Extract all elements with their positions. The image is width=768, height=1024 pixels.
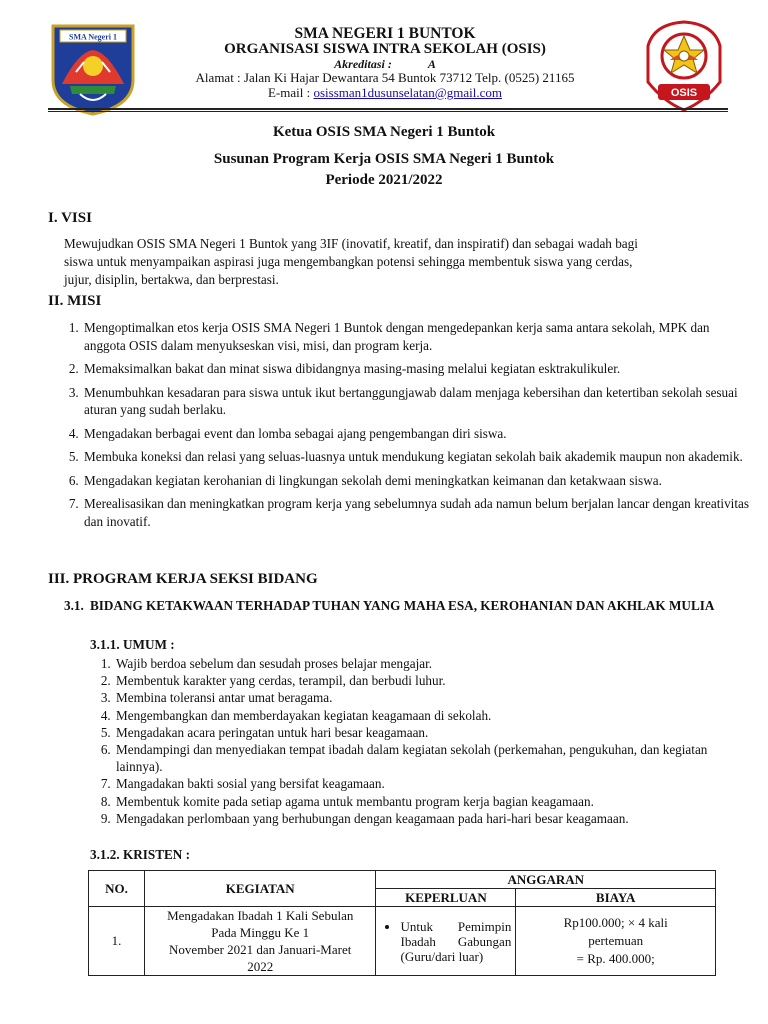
osis-emblem-logo	[644, 20, 724, 112]
umum-heading: 3.1.1. UMUM :	[90, 637, 175, 652]
visi-line: siswa untuk menyampaikan aspirasi juga mengembangkan potensi sehingga membentuk siswa yang cerdas,	[64, 254, 633, 269]
kegiatan-line: November 2021 dan Januari-Maret	[169, 942, 352, 957]
kegiatan-line: Pada Minggu Ke 1	[211, 925, 310, 940]
bidang-number: 3.1.	[64, 598, 84, 613]
school-crest-logo	[48, 22, 138, 116]
misi-item: 1. Mengoptimalkan etos kerja OSIS SMA Negeri 1 Buntok dengan mengedepankan kerja sama antara sekolah, MPK dan anggota OSIS dalam menyukseskan visi, misi, dan program kerja.	[82, 319, 752, 354]
cell-kegiatan	[144, 907, 376, 976]
doc-title-ketua: Ketua OSIS SMA Negeri 1 Buntok	[272, 124, 496, 140]
address-line: Alamat : Jalan Ki Hajar Dewantara 54 Buntok 73712 Telp. (0525) 21165	[195, 70, 575, 85]
misi-item: 4. Mengadakan berbagai event dan lomba sebagai ajang pengembangan diri siswa.	[82, 425, 752, 443]
header-keperluan: KEPERLUAN	[376, 889, 516, 907]
biaya-line: pertemuan	[588, 933, 644, 948]
cell-keperluan	[376, 907, 516, 976]
umum-item: 4. Mengembangkan dan memberdayakan kegiatan keagamaan di sekolah.	[114, 707, 754, 724]
umum-item: 3. Membina toleransi antar umat beragama.	[114, 689, 754, 706]
umum-item: 1. Wajib berdoa sebelum dan sesudah proses belajar mengajar.	[114, 655, 754, 672]
umum-item: 6. Mendampingi dan menyediakan tempat ibadah dalam kegiatan sekolah (perkemahan, pengukuhan, dan kegiatan lainnya).	[114, 741, 754, 775]
misi-item: 2. Memaksimalkan bakat dan minat siswa dibidangnya masing-masing melalui kegiatan esktrakulikuler.	[82, 360, 752, 378]
program-heading: III. PROGRAM KERJA SEKSI BIDANG	[48, 571, 318, 587]
umum-item: 8. Membentuk komite pada setiap agama untuk membantu program kerja bagian keagamaan.	[114, 793, 754, 810]
header-rule-thin	[48, 111, 728, 112]
header-biaya: BIAYA	[516, 889, 716, 907]
kristen-heading: 3.1.2. KRISTEN :	[90, 847, 191, 862]
umum-list	[92, 655, 754, 827]
umum-item: 5. Mengadakan acara peringatan untuk hari besar keagamaan.	[114, 724, 754, 741]
cell-biaya	[516, 907, 716, 976]
misi-heading: II. MISI	[48, 293, 102, 309]
cell-no: 1.	[89, 907, 145, 976]
misi-list	[64, 319, 752, 536]
biaya-line: Rp100.000; × 4 kali	[563, 915, 668, 930]
keperluan-item: • Untuk Pemimpin Ibadah Gabungan (Guru/dari luar)	[400, 919, 511, 964]
school-name: SMA NEGERI 1 BUNTOK	[294, 25, 476, 42]
visi-text	[64, 235, 734, 289]
umum-item: 7. Mangadakan bakti sosial yang bersifat keagamaan.	[114, 775, 754, 792]
visi-heading: I. VISI	[48, 210, 92, 226]
visi-line: Mewujudkan OSIS SMA Negeri 1 Buntok yang 3IF (inovatif, kreatif, dan inspiratif) dan sebagai wadah bagi	[64, 236, 638, 251]
misi-item: 3. Menumbuhkan kesadaran para siswa untuk ikut bertanggungjawab dalam menjaga kebersihan dan ketertiban sekolah sesuai aturan yang sudah berlaku.	[82, 384, 752, 419]
doc-title-susunan: Susunan Program Kerja OSIS SMA Negeri 1 Buntok	[213, 151, 555, 167]
biaya-line: = Rp. 400.000;	[576, 951, 655, 966]
header-rule-thick	[48, 108, 728, 110]
kegiatan-line: 2022	[247, 959, 274, 974]
table-row	[89, 907, 716, 976]
header-anggaran: ANGGARAN	[376, 871, 716, 889]
organization-name: ORGANISASI SISWA INTRA SEKOLAH (OSIS)	[224, 41, 546, 57]
doc-title-periode: Periode 2021/2022	[325, 172, 443, 188]
accreditation-value: A	[427, 57, 436, 71]
kristen-budget-table	[88, 870, 716, 976]
crest-banner-text: SMA Negeri 1	[69, 32, 117, 42]
bidang-heading	[64, 597, 734, 615]
email-line	[150, 86, 620, 100]
misi-item: 5. Membuka koneksi dan relasi yang seluas-luasnya untuk mendukung kegiatan sekolah baik akademik maupun non akademik.	[82, 448, 752, 466]
osis-emblem-text: OSIS	[670, 87, 698, 99]
visi-line: jujur, disiplin, bertakwa, dan berprestasi.	[64, 272, 279, 287]
accreditation-label: Akreditasi :	[334, 57, 392, 71]
email-link[interactable]: osissman1dusunselatan@gmail.com	[313, 85, 503, 100]
bidang-title: BIDANG KETAKWAAN TERHADAP TUHAN YANG MAHA ESA, KEROHANIAN DAN AKHLAK MULIA	[90, 598, 715, 613]
umum-item: 9. Mengadakan perlombaan yang berhubungan dengan keagamaan pada hari-hari besar keagamaan.	[114, 810, 754, 827]
header-kegiatan: KEGIATAN	[144, 871, 376, 907]
email-label: E-mail :	[267, 85, 314, 100]
misi-item: 7. Merealisasikan dan meningkatkan program kerja yang sebelumnya sudah ada namun belum berjalan lancar dengan kreativitas dan inovatif.	[82, 495, 752, 530]
kegiatan-line: Mengadakan Ibadah 1 Kali Sebulan	[167, 908, 354, 923]
umum-item: 2. Membentuk karakter yang cerdas, terampil, dan berbudi luhur.	[114, 672, 754, 689]
header-no: NO.	[89, 871, 145, 907]
accreditation-line	[150, 58, 620, 71]
misi-item: 6. Mengadakan kegiatan kerohanian di lingkungan sekolah demi meningkatkan keimanan dan ketakwaan siswa.	[82, 472, 752, 490]
